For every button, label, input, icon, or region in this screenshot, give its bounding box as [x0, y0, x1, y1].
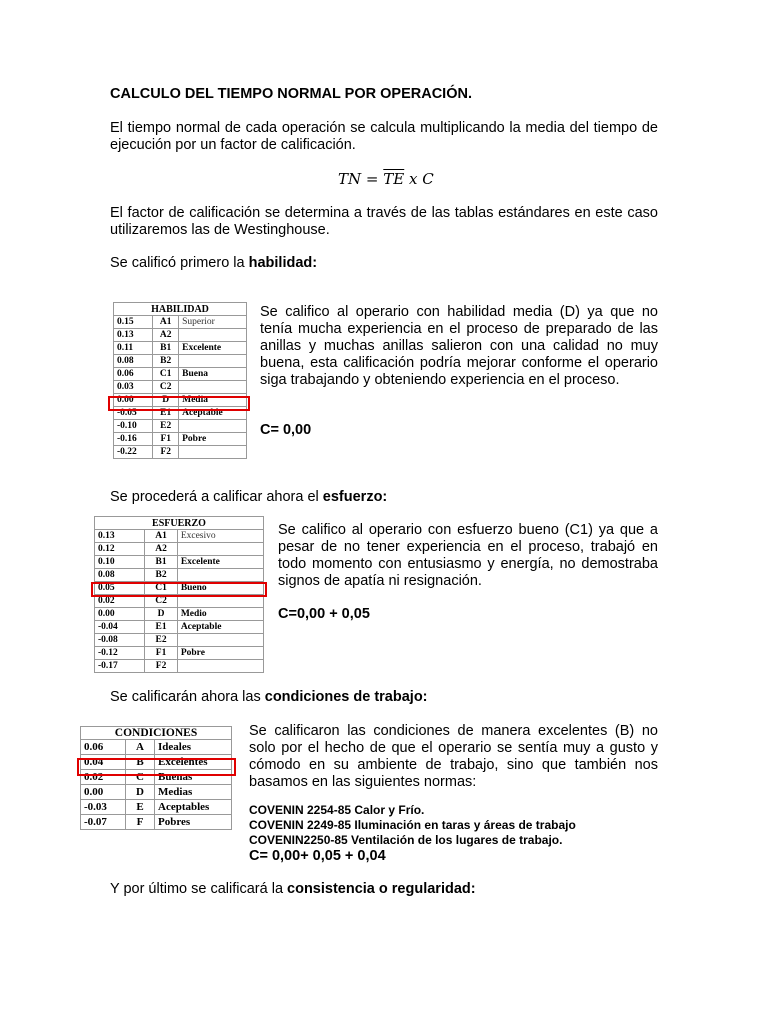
- table-row: [114, 368, 247, 381]
- table-cell-label: Ideales: [155, 740, 232, 755]
- table-cell-code: A2: [153, 329, 179, 342]
- table-cell-value: 0.00: [114, 394, 153, 407]
- table-cell-value: -0.12: [95, 647, 145, 660]
- intro-paragraph: El tiempo normal de cada operación se calcula multiplicando la media del tiempo de ejecución por un factor de calificación.: [110, 120, 658, 153]
- table-cell-label: [177, 543, 263, 556]
- table-row: [114, 446, 247, 459]
- table-cell-label: Pobre: [177, 647, 263, 660]
- condiciones-table: [80, 726, 232, 830]
- table-cell-label: Media: [179, 394, 247, 407]
- esfuerzo-table-header: ESFUERZO: [95, 517, 264, 530]
- table-cell-value: 0.11: [114, 342, 153, 355]
- condiciones-table-header: CONDICIONES: [81, 727, 232, 740]
- condiciones-lead: [110, 689, 428, 706]
- table-row: [81, 785, 232, 800]
- table-cell-code: C2: [145, 595, 177, 608]
- formula-c: C: [422, 170, 434, 188]
- table-cell-code: E1: [153, 407, 179, 420]
- table-cell-code: D: [126, 785, 155, 800]
- table-cell-value: -0.10: [114, 420, 153, 433]
- norm-1: COVENIN 2254-85 Calor y Frío.: [249, 803, 425, 817]
- table-cell-label: Excelente: [179, 342, 247, 355]
- table-cell-label: Medias: [155, 785, 232, 800]
- table-row: [114, 381, 247, 394]
- table-cell-value: 0.00: [95, 608, 145, 621]
- table-cell-label: Pobre: [179, 433, 247, 446]
- table-cell-value: 0.08: [95, 569, 145, 582]
- table-row: [114, 355, 247, 368]
- table-row: [95, 569, 264, 582]
- table-row: [95, 556, 264, 569]
- table-cell-label: [177, 634, 263, 647]
- esfuerzo-explanation: Se califico al operario con esfuerzo bueno (C1) ya que a pesar de no tener experiencia en el proceso, trabajó en todo momento con entusiasmo y energía, no demostraba signos de apatía ni resignación.: [278, 522, 658, 589]
- table-cell-code: C1: [153, 368, 179, 381]
- table-row: [81, 800, 232, 815]
- table-cell-code: B2: [153, 355, 179, 368]
- table-cell-label: [179, 446, 247, 459]
- table-cell-code: E2: [153, 420, 179, 433]
- table-cell-code: A1: [145, 530, 177, 543]
- condiciones-lead-text: Se calificarán ahora las: [110, 689, 265, 705]
- table-cell-code: D: [153, 394, 179, 407]
- table-row: [114, 420, 247, 433]
- norm-2: COVENIN 2249-85 Iluminación en taras y áreas de trabajo: [249, 818, 576, 832]
- esfuerzo-table-body: [95, 530, 264, 673]
- table-cell-value: 0.08: [114, 355, 153, 368]
- table-cell-value: 0.12: [95, 543, 145, 556]
- formula-x: x: [409, 170, 418, 188]
- table-cell-value: 0.06: [114, 368, 153, 381]
- table-cell-label: Pobres: [155, 815, 232, 830]
- table-cell-value: -0.22: [114, 446, 153, 459]
- table-cell-code: D: [145, 608, 177, 621]
- condiciones-result: C= 0,00+ 0,05 + 0,04: [249, 848, 386, 864]
- table-cell-label: Excelente: [177, 556, 263, 569]
- consistencia-lead: [110, 881, 476, 898]
- table-cell-label: Buenas: [155, 770, 232, 785]
- condiciones-highlight-box: [77, 758, 236, 776]
- table-cell-label: [179, 381, 247, 394]
- esfuerzo-lead-text: Se procederá a calificar ahora el: [110, 489, 323, 505]
- table-row: [81, 740, 232, 755]
- table-cell-value: -0.16: [114, 433, 153, 446]
- esfuerzo-result: C=0,00 + 0,05: [278, 606, 370, 622]
- table-cell-code: B2: [145, 569, 177, 582]
- table-cell-value: -0.03: [81, 800, 126, 815]
- table-cell-value: 0.00: [81, 785, 126, 800]
- formula: [338, 170, 434, 188]
- habilidad-table-body: [114, 316, 247, 459]
- table-cell-label: [179, 329, 247, 342]
- table-cell-code: F2: [153, 446, 179, 459]
- table-cell-value: 0.02: [95, 595, 145, 608]
- table-cell-value: 0.10: [95, 556, 145, 569]
- habilidad-table: [113, 302, 247, 459]
- table-row: [95, 530, 264, 543]
- table-cell-code: B1: [145, 556, 177, 569]
- table-cell-value: 0.03: [114, 381, 153, 394]
- table-cell-label: Excelentes: [155, 755, 232, 770]
- table-cell-code: E1: [145, 621, 177, 634]
- habilidad-result: C= 0,00: [260, 422, 312, 438]
- table-cell-value: 0.05: [95, 582, 145, 595]
- table-cell-label: [177, 660, 263, 673]
- table-cell-value: 0.15: [114, 316, 153, 329]
- table-cell-label: [179, 420, 247, 433]
- page-title: CALCULO DEL TIEMPO NORMAL POR OPERACIÓN.: [110, 86, 472, 102]
- table-row: [81, 815, 232, 830]
- table-cell-value: -0.05: [114, 407, 153, 420]
- table-cell-label: Aceptable: [179, 407, 247, 420]
- factor-paragraph: El factor de calificación se determina a través de las tablas estándares en este caso utilizaremos las de Westinghouse.: [110, 205, 658, 238]
- table-row: [95, 608, 264, 621]
- table-cell-value: -0.07: [81, 815, 126, 830]
- table-cell-code: A: [126, 740, 155, 755]
- table-cell-value: 0.13: [114, 329, 153, 342]
- table-cell-value: -0.08: [95, 634, 145, 647]
- consistencia-lead-text: Y por último se calificará la: [110, 881, 288, 897]
- table-cell-code: A2: [145, 543, 177, 556]
- table-cell-code: E: [126, 800, 155, 815]
- table-cell-value: 0.13: [95, 530, 145, 543]
- formula-te: $\overline{TE}$: [383, 170, 405, 188]
- table-cell-label: Buena: [179, 368, 247, 381]
- table-cell-code: E2: [145, 634, 177, 647]
- condiciones-explanation: Se calificaron las condiciones de manera excelentes (B) no solo por el hecho de que el operario se sentía muy a gusto y cómodo en su ambiente de trabajo, sino que también nos basamos en las siguientes normas:: [249, 723, 658, 790]
- consistencia-lead-bold: consistencia o regularidad:: [287, 881, 476, 897]
- table-row: [95, 634, 264, 647]
- habilidad-table-header: HABILIDAD: [114, 303, 247, 316]
- habilidad-explanation: Se califico al operario con habilidad media (D) ya que no tenía mucha experiencia en el proceso de preparado de las anillas y muchas anillas salieron con una calidad no muy buena, esta calificación podría mejorar conforme el operario siga trabajando y obteniendo experiencia en el proceso.: [260, 304, 658, 388]
- table-cell-value: -0.04: [95, 621, 145, 634]
- table-cell-code: B: [126, 755, 155, 770]
- table-cell-value: -0.17: [95, 660, 145, 673]
- habilidad-lead-bold: habilidad:: [248, 255, 318, 271]
- table-cell-code: C2: [153, 381, 179, 394]
- table-cell-code: A1: [153, 316, 179, 329]
- habilidad-highlight-box: [108, 396, 250, 411]
- table-cell-value: 0.02: [81, 770, 126, 785]
- table-row: [114, 342, 247, 355]
- condiciones-lead-bold: condiciones de trabajo:: [264, 689, 428, 705]
- table-row: [95, 660, 264, 673]
- table-cell-code: F: [126, 815, 155, 830]
- table-cell-label: Aceptable: [177, 621, 263, 634]
- table-cell-code: F2: [145, 660, 177, 673]
- table-cell-code: C: [126, 770, 155, 785]
- table-cell-value: 0.06: [81, 740, 126, 755]
- table-cell-code: F1: [145, 647, 177, 660]
- formula-lhs: TN: [338, 170, 362, 188]
- table-row: [95, 621, 264, 634]
- esfuerzo-lead: [110, 489, 387, 506]
- table-cell-value: 0.04: [81, 755, 126, 770]
- condiciones-table-body: [81, 740, 232, 830]
- table-cell-label: [177, 569, 263, 582]
- table-cell-label: Medio: [177, 608, 263, 621]
- norm-3: COVENIN2250-85 Ventilación de los lugares de trabajo.: [249, 833, 563, 847]
- table-cell-label: Bueno: [177, 582, 263, 595]
- table-row: [95, 543, 264, 556]
- table-cell-label: Superior: [179, 316, 247, 329]
- habilidad-lead: [110, 255, 317, 272]
- table-cell-code: F1: [153, 433, 179, 446]
- table-cell-code: B1: [153, 342, 179, 355]
- table-row: [114, 329, 247, 342]
- table-cell-label: [179, 355, 247, 368]
- table-cell-label: Aceptables: [155, 800, 232, 815]
- esfuerzo-highlight-box: [91, 582, 267, 597]
- table-row: [114, 433, 247, 446]
- table-row: [95, 647, 264, 660]
- formula-eq: =: [365, 170, 379, 188]
- table-cell-label: Excesivo: [177, 530, 263, 543]
- habilidad-lead-text: Se calificó primero la: [110, 255, 249, 271]
- table-cell-code: C1: [145, 582, 177, 595]
- esfuerzo-lead-bold: esfuerzo:: [322, 489, 388, 505]
- table-row: [114, 316, 247, 329]
